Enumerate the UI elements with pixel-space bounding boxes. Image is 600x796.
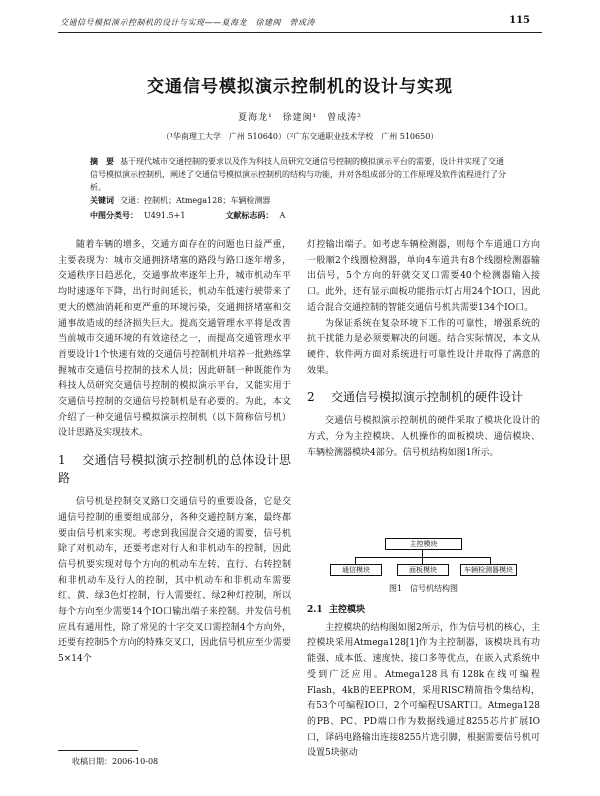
- section1-title: 交通信号模拟演示控制机的总体设计思路: [58, 453, 291, 486]
- keywords-label: 关键词: [90, 195, 114, 205]
- section1-heading: [58, 451, 291, 487]
- keywords: [90, 195, 510, 206]
- subsection-2-1-heading: [307, 603, 540, 619]
- figure-main-module-box: 主控模块: [385, 538, 462, 550]
- continued-paragraph: 灯控输出端子。如考虑车辆检测器，则每个车道通口方向一般顺2个线圈检测器，单向4车道共有8个线圈检测器输出信号，5个方向的轩就交叉口需要40个检测器输入接口。此外，还有显示面板功能指示灯占用24个IO口，因此适合混合交通控制的智能交通信号机共需要134个IO口。: [307, 240, 540, 313]
- subsection-title: 主控模块: [328, 605, 365, 615]
- figure-1-caption: 图1 信号机结构图: [388, 584, 459, 593]
- section2-number: 2: [307, 390, 315, 405]
- figure-connector: [355, 557, 356, 564]
- section1-number: 1: [58, 453, 66, 468]
- keywords-text: 交通：控制机；Atmega128；车辆检测器: [120, 196, 271, 205]
- figure-1: [330, 538, 515, 578]
- article-authors: 夏海龙¹ 徐建闽¹ 曾成涛²: [238, 113, 362, 123]
- section2-title: 交通信号模拟演示控制机的硬件设计: [331, 390, 524, 405]
- figure-connector: [422, 550, 423, 557]
- received-date: 收稿日期：2006-10-08: [72, 757, 159, 766]
- figure-detector-module-box: 车辆检测器模块: [460, 564, 517, 576]
- clc-label: 中图分类号：: [90, 210, 138, 220]
- section2-heading: [307, 388, 540, 406]
- article-affiliations: （¹华南理工大学 广州 510640）（²广东交通职业技术学校 广州 510650）: [161, 132, 439, 141]
- classification: [90, 210, 510, 221]
- subsection-number: 2.1: [307, 605, 323, 615]
- abstract-text: 基于现代城市交通控制的要求以及作为科技人员研究交通信号控制的模拟演示平台的需要，设计并实现了交通信号模拟演示控制机，阐述了交通信号模拟演示控制机的结构与功能，并对各组成部分的工作原理及软件流程进行了分析。: [90, 157, 506, 192]
- reliability-paragraph: 为保证系统在复杂环境下工作的可靠性，增强系统的抗干扰能力是必须要解决的问题。结合实际情况，本文从硬件、软件两方面对系统进行可靠性设计并取得了满意的效果。: [307, 318, 540, 376]
- subsection-paragraph: 主控模块的结构图如图2所示，作为信号机的核心，主控模块采用Atmega128[1]作为主控制器，该模块具有功能强、成本低、速度快、接口多等优点，在嵌入式系统中受到广泛应用。Atmega128具有128k在线可编程Flash，4kB的EEPROM，采用RISC精简指令集结构，有53个可编程IO口，2个可编程USART口。Atmega128的PB、PC、PD端口作为数据线通过8255芯片扩展IO口，译码电路输出连接8255片选引脚，根据需要信号机可设置5块驱动: [307, 622, 540, 759]
- doc-code-label: 文献标志码：: [225, 210, 274, 220]
- article-title: 交通信号模拟演示控制机的设计与实现: [147, 77, 453, 97]
- intro-paragraph: 随着车辆的增多，交通方面存在的问题也日益严重，主要表现为：城市交通拥挤堵塞的路段与路口逐年增多，交通秩序日趋恶化，交通事故率逐年上升，城市机动车平均时速逐年下降，出行时间延长，机动车低速行驶带来了更大的燃油消耗和更严重的环境污染，交通拥挤堵塞和交通事故造成的经济损失巨大。提高交通管理水平将是改善当前城市交通环境的有效途径之一，而提高交通管理水平首要设计1个快速有效的交通信号控制机并培养一批熟练掌握城市交通信号控制的技术人员；因此研制一种既能作为科技人员研究交通信号控制的模拟演示平台，又能实用于交通信号控制的交通信号控制机是有必要的。为此，本文介绍了一种交通信号模拟演示控制机（以下简称信号机）设计思路及实现技术。: [58, 240, 291, 439]
- section1-paragraph: 信号机是控制交叉路口交通信号的重要设备，它是交通信号控制的重要组成部分，各种交通控制方案，最终都要由信号机来实现。考虑到我国混合交通的需要，信号机除了对机动车，还要考虑对行人和非机动车的控制，因此信号机要实现对每个方向的机动车左转、直行、右转控制和非机动车及行人的控制，其中机动车和非机动车需要红、黄、绿3色灯控制，行人需要红、绿2种灯控制，所以每个方向至少需要14个IO口输出端子来控制。并发信号机应具有通用性，除了常见的十字交叉口需控制4个方向外，还要有控制5个方向的特殊交叉口，因此信号机应至少需要5×14个: [58, 497, 291, 665]
- figure-comm-module-box: 通信模块: [330, 564, 382, 576]
- left-column: [58, 238, 291, 668]
- figure-panel-module-box: 面板模块: [397, 564, 449, 576]
- header-rule: [58, 32, 542, 33]
- page-number: 115: [509, 15, 530, 26]
- right-column: [307, 238, 540, 461]
- figure-connector: [422, 557, 423, 564]
- doc-code-value: A: [279, 211, 286, 220]
- footnote-rule: [58, 750, 138, 751]
- clc-value: U491.5+1: [144, 211, 186, 220]
- right-column-lower: [307, 603, 540, 762]
- running-title: 交通信号模拟演示控制机的设计与实现——夏海龙 徐建闽 曾成涛: [60, 18, 315, 27]
- abstract-label: 摘 要: [90, 156, 114, 166]
- section2-paragraph: 交通信号模拟演示控制机的硬件采取了模块化设计的方式，分为主控模块、人机操作的面板模块、通信模块、车辆检测器模块4部分。信号机结构如图1所示。: [307, 416, 540, 458]
- abstract: [90, 155, 510, 194]
- figure-connector: [490, 557, 491, 564]
